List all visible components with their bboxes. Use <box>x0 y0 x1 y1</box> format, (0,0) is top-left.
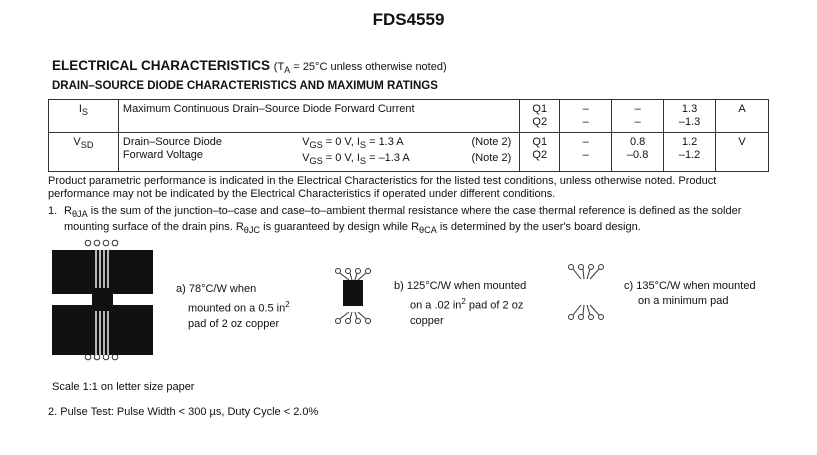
min-cell: – – <box>560 100 612 133</box>
unit-cell: V <box>716 133 769 172</box>
page-title: FDS4559 <box>372 10 445 29</box>
max-cell: 1.2 –1.2 <box>664 133 716 172</box>
unit-cell: A <box>716 100 769 133</box>
min-cell: – – <box>560 133 612 172</box>
section-subtitle: DRAIN–SOURCE DIODE CHARACTERISTICS AND MAXIMUM RATINGS <box>52 80 438 92</box>
minimum-pad-layout-figure <box>565 262 609 322</box>
table-row <box>49 133 769 172</box>
performance-paragraph: Product parametric performance is indicated in the Electrical Characteristics for the listed test conditions, unless otherwise noted. Product performance may not be indicated by the Electrical Characteristics if operated under different conditions. <box>48 175 717 200</box>
section-title-text: ELECTRICAL CHARACTERISTICS <box>52 58 271 73</box>
device-cell: Q1 Q2 <box>520 133 560 172</box>
figure-b-caption: b) 125°C/W when mounted on a .02 $in^2$ pad of 2 oz copper <box>394 280 527 327</box>
large-pad-layout-figure <box>52 238 154 362</box>
parameter-cell: Drain–Source Diode Forward Voltage <box>118 133 298 172</box>
scale-note: Scale 1:1 on letter size paper <box>52 381 195 393</box>
spec-table <box>48 99 769 172</box>
small-pad-layout-figure <box>332 266 376 326</box>
parameter-cell: Maximum Continuous Drain–Source Diode Forward Current <box>118 100 519 133</box>
table-row <box>49 100 769 133</box>
typ-cell: 0.8 –0.8 <box>612 133 664 172</box>
condition-cell: $V_{GS} = 0$ V, $I_S = 1.3$ A (Note 2) $V_{GS} = 0$ V, $I_S = -1.3$ A (Note 2) <box>298 133 520 172</box>
section-condition: ($T_A = 25^\circ C$ unless otherwise noted) <box>273 61 447 76</box>
section-title <box>52 58 447 75</box>
symbol-cell: $V_{SD}$ <box>49 133 119 172</box>
symbol-cell: $I_S$ <box>49 100 119 133</box>
typ-cell: – – <box>612 100 664 133</box>
figure-a-caption: a) 78°C/W when mounted on a 0.5 $in^2$ pad of 2 oz copper <box>176 283 290 330</box>
note-1: 1. $R_{\theta JA}$ is the sum of the junction–to–case and case–to–ambient thermal resistance where the case thermal reference is defined as the solder mounting surface of the drain pins. $R_{\theta JC}$ is guaranteed by design while $R_{\theta CA}$ is determined by the user's board design. <box>48 205 742 236</box>
note-2: 2. Pulse Test: Pulse Width < 300 µs, Duty Cycle < 2.0% <box>48 406 319 418</box>
figure-c-caption: c) 135°C/W when mounted on a minimum pad <box>624 280 756 307</box>
max-cell: 1.3 –1.3 <box>664 100 716 133</box>
device-cell: Q1 Q2 <box>520 100 560 133</box>
